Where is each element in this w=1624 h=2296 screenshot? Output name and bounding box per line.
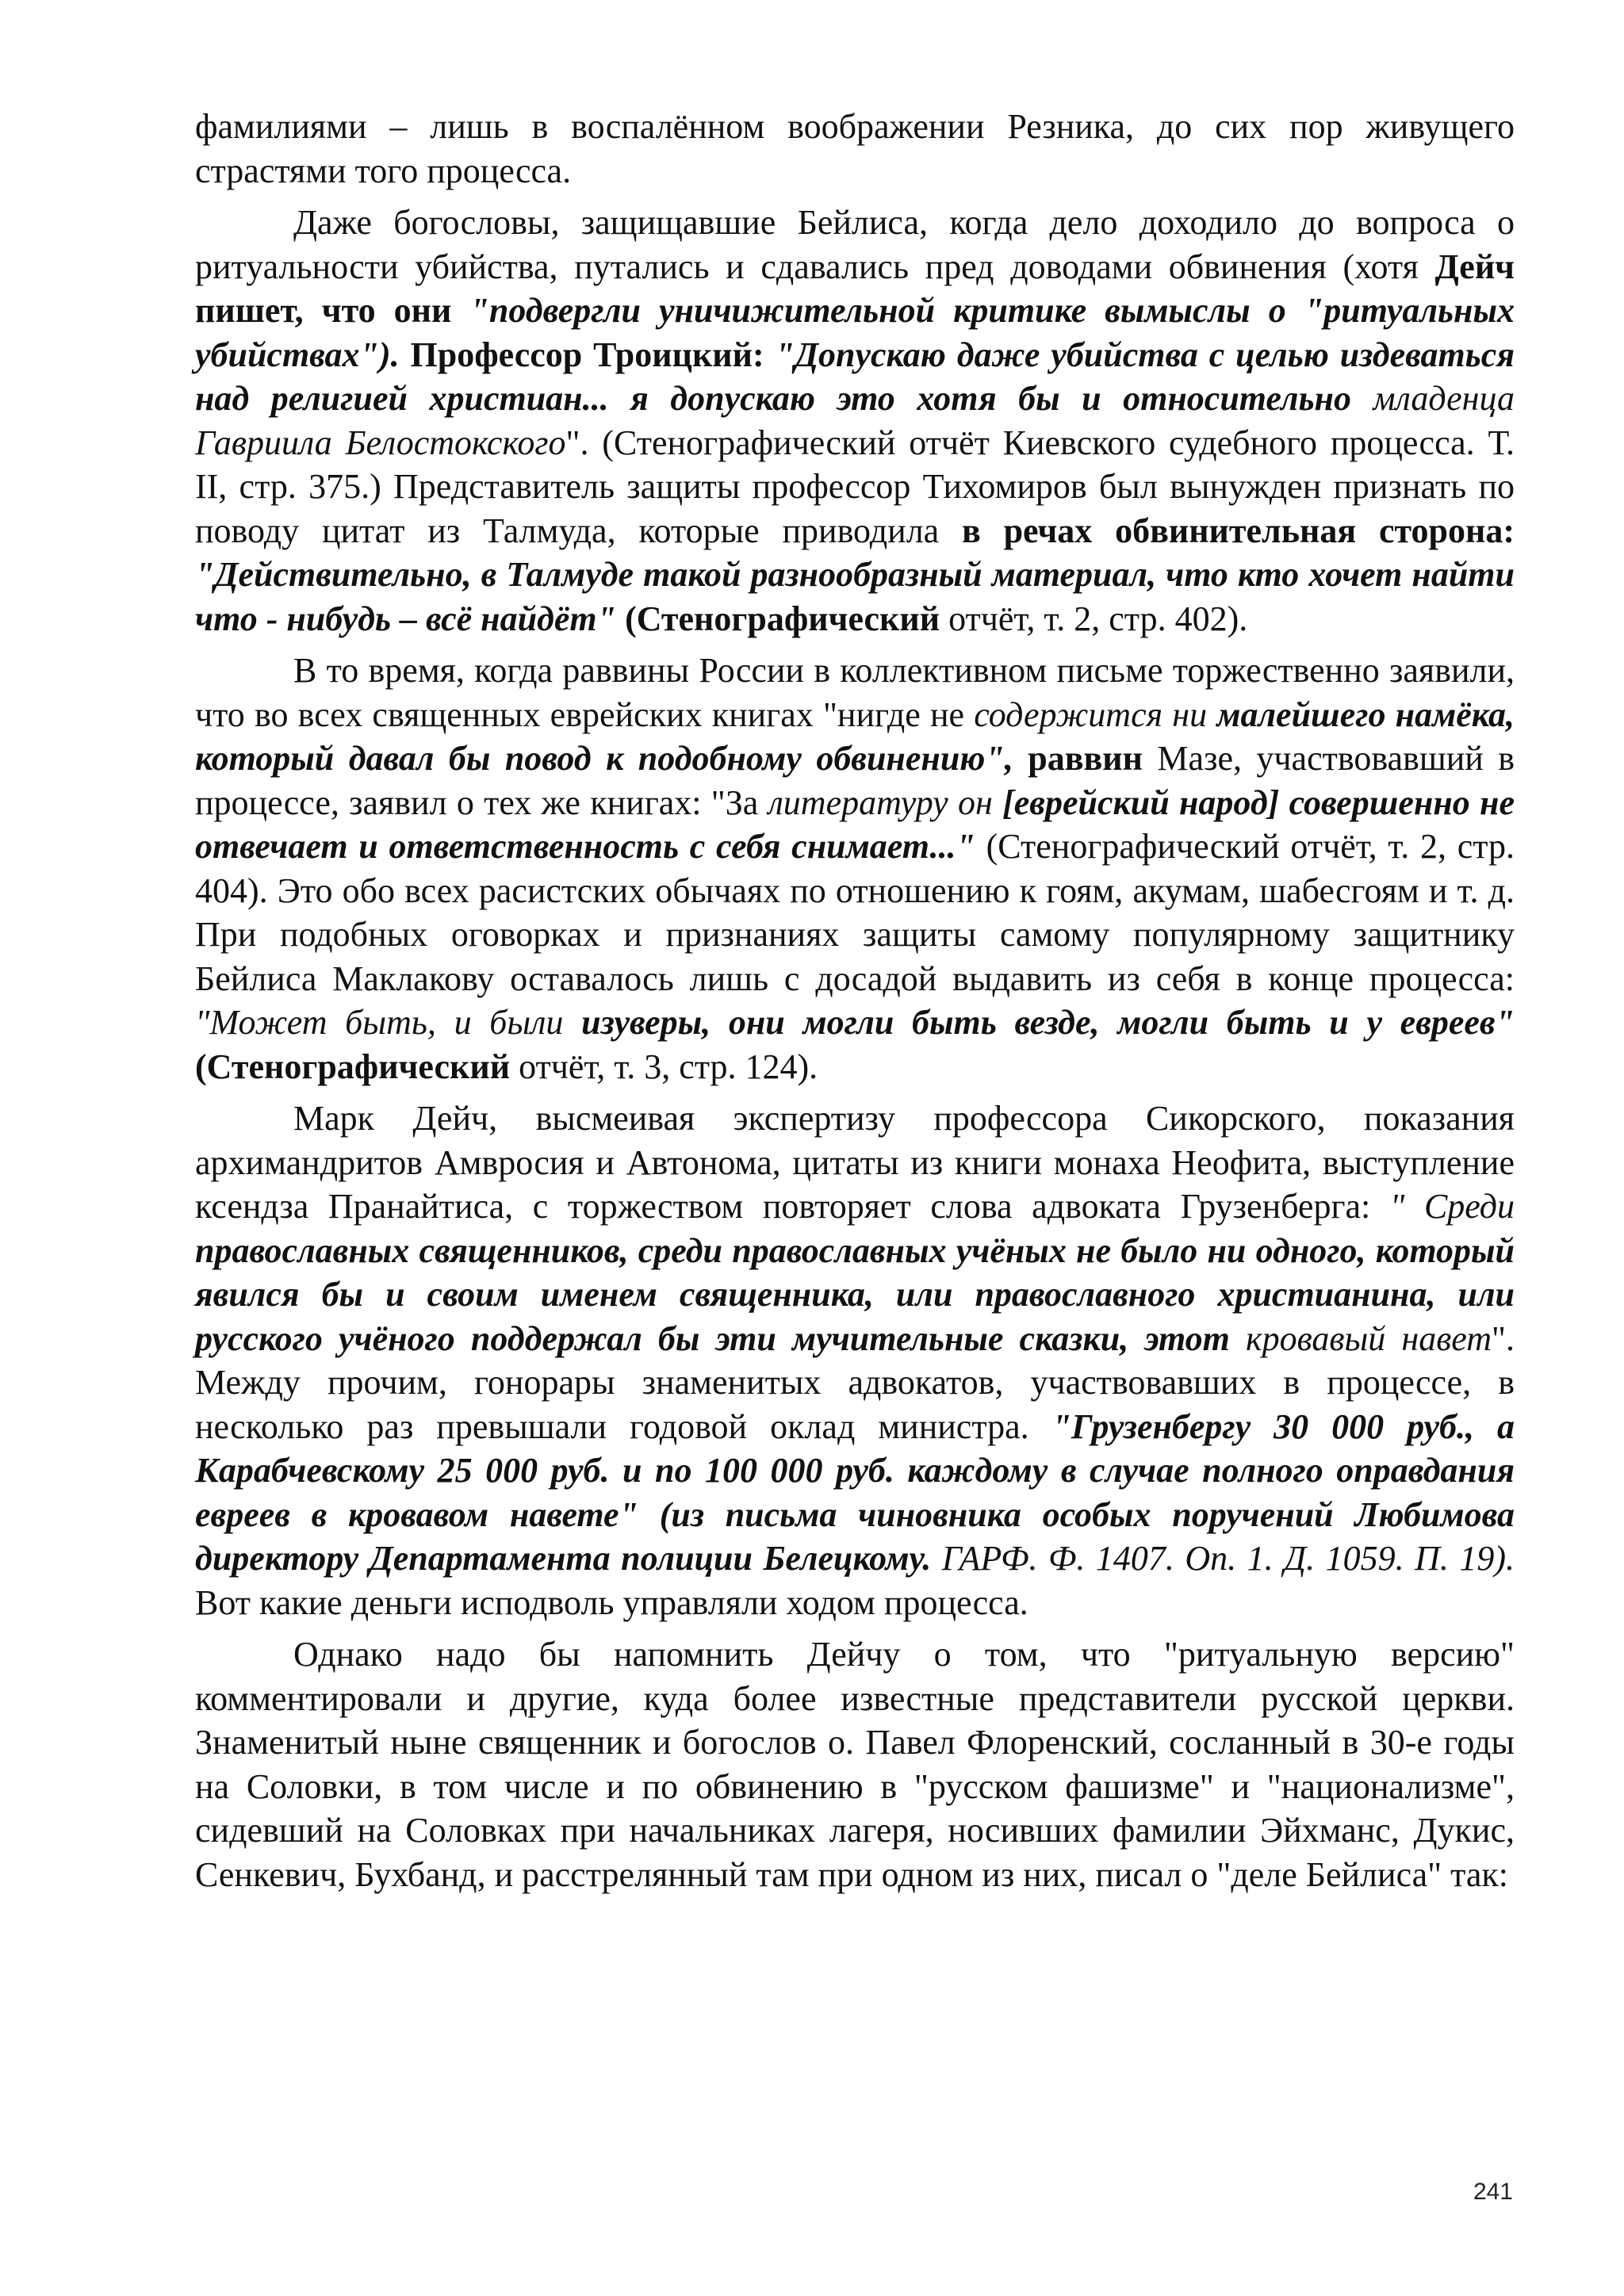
text-run: Вот какие деньги исподволь управляли ходом процесса. — [195, 1582, 1028, 1622]
text-run: фамилиями – лишь в воспалённом воображении Резника, до сих пор живущего страстями того процесса. — [195, 107, 1515, 190]
italic-text-run: младенца Гавриила Белостокского — [195, 379, 1515, 462]
bold-italic-quote: "подвергли уничижительной критике вымыслы о "ритуальных убийствах"). — [195, 291, 1515, 374]
page-number: 241 — [1473, 2179, 1513, 2205]
text-run: Мазе, участвовавший в процессе, заявил о тех же книгах: "За — [195, 739, 1515, 822]
page-body — [195, 105, 1515, 1904]
italic-text-run: содержится ни — [974, 695, 1208, 734]
text-run: отчёт, т. 3, стр. 124). — [510, 1047, 818, 1086]
italic-text-run: " Среди — [1389, 1187, 1515, 1226]
text-run: (Стенографический отчёт, т. 2, стр. 404). Это обо всех расистских обычаях по отношению к гоям, акумам, шабесгоям и т. д. При подобных оговорках и признаниях защиты самому популярному защитнику Бейлиса Маклакову оставалось лишь с досадой выдавить из себя в конце процесса: — [195, 827, 1515, 998]
text-run: ". (Стенографический отчёт Киевского судебного процесса. Т. II, стр. 375.) Представитель защиты профессор Тихомиров был вынужден признать по поводу цитат из Талмуда, которые приводила — [195, 423, 1515, 550]
italic-text-run: кровавый навет — [1229, 1318, 1492, 1358]
text-run: ". Между прочим, гонорары знаменитых адвокатов, участвовавших в процессе, в несколько раз превышали годовой оклад министра. — [195, 1318, 1515, 1446]
text-run: отчёт, т. 2, стр. 402). — [940, 599, 1248, 638]
bold-italic-quote: православных священников, среди православных учёных не было ни одного, который явился бы и своим именем священника, или православного христианина, или русского учёного поддержал бы эти мучительные сказки, этот — [195, 1230, 1515, 1358]
bold-text-run: (Стенографический — [195, 1047, 511, 1086]
italic-text-run: ГАРФ. Ф. 1407. Оп. 1. Д. 1059. П. 19). — [931, 1539, 1515, 1578]
text-run: Однако надо бы напомнить Дейчу о том, что "ритуальную версию" комментировали и другие, куда более известные представители русской церкви. Знаменитый ныне священник и богослов о. Павел Флоренский, сосланный в 30-е годы на Соловки, в том числе и по обвинению в "русском фашизме" и "национализме", сидевший на Соловках при начальниках лагеря, носивших фамилии Эйхманс, Дукис, Сенкевич, Бухбанд, и расстрелянный там при одном из них, писал о "деле Бейлиса" так: — [195, 1635, 1515, 1894]
bold-italic-quote: "Грузенбергу 30 000 руб., а Карабчевскому 25 000 руб. и по 100 000 руб. каждому в случае полного оправдания евреев в кровавом навете" (из письма чиновника особых поручений Любимова директору Департамента полиции Белецкому. — [195, 1406, 1515, 1578]
italic-text-run: литературу он — [768, 783, 1003, 822]
paragraph-1 — [195, 105, 1515, 193]
bold-italic-quote: [еврейский народ] совершенно не отвечает и ответственность с себя снимает..." — [195, 783, 1515, 866]
bold-text-run: раввин — [1013, 739, 1143, 778]
bold-text-run: (Стенографический — [616, 599, 940, 638]
bold-italic-quote: изуверы, они могли быть везде, могли быть и у евреев" — [581, 1003, 1515, 1042]
text-run: Марк Дейч, высмеивая экспертизу профессора Сикорского, показания архимандритов Амвросия и Автонома, цитаты из книги монаха Неофита, выступление ксендза Пранайтиса, с торжеством повторяет слова адвоката Грузенберга: — [195, 1099, 1515, 1226]
paragraph-3 — [195, 649, 1515, 1089]
text-run: В то время, когда раввины России в коллективном письме торжественно заявили, что во всех священных еврейских книгах "нигде не — [195, 651, 1515, 734]
bold-italic-quote: "Допускаю даже убийства с целью издеваться над религией христиан... я допускаю это хотя бы и относительно — [195, 335, 1515, 418]
text-run: Даже богословы, защищавшие Бейлиса, когда дело доходило до вопроса о ритуальности убийства, путались и сдавались пред доводами обвинения (хотя — [195, 203, 1515, 286]
bold-italic-quote: "Действительно, в Талмуде такой разнообразный материал, что кто хочет найти что - нибудь – всё найдёт" — [195, 555, 1515, 638]
paragraph-4 — [195, 1096, 1515, 1624]
paragraph-2 — [195, 201, 1515, 641]
italic-text-run: "Может быть, и были — [195, 1003, 582, 1042]
bold-text-run: в речах обвинительная сторона: — [962, 511, 1515, 550]
bold-text-run: Профессор Троицкий: — [399, 335, 776, 374]
paragraph-5 — [195, 1632, 1515, 1896]
bold-text-run: Дейч пишет, что они — [195, 247, 1515, 330]
bold-italic-quote: малейшего намёка, который давал бы повод к подобному обвинению", — [195, 695, 1515, 778]
